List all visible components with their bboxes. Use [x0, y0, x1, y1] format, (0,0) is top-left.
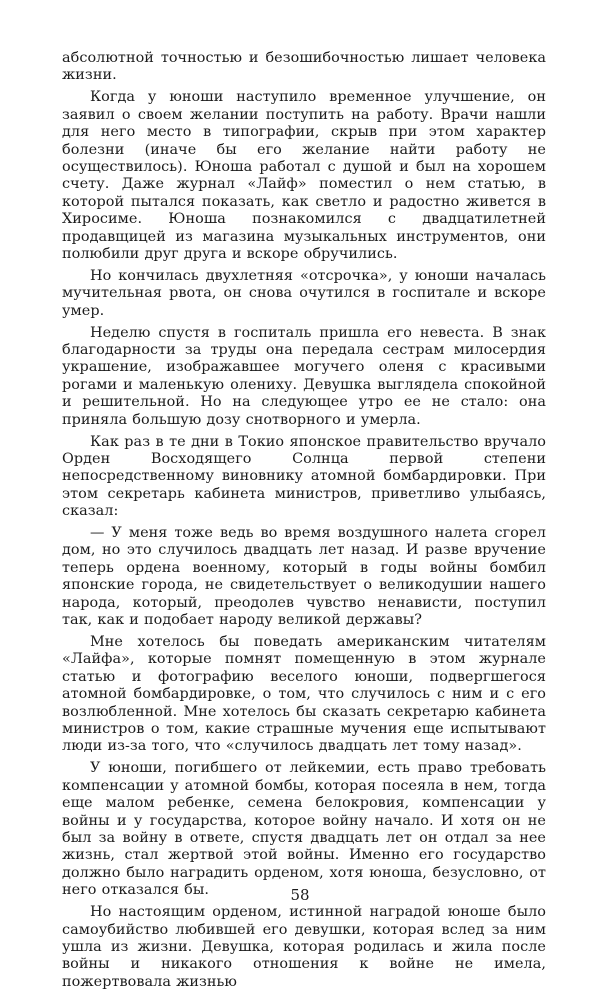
paragraph-8: У юноши, погибшего от лейкемии, есть право требовать компенсации у атомной бомбы, которая посеяла в нем, тогда еще малом ребенке, семена белокровия, компенсации у войны и у государства, которое войну начало. И хотя он не был за войну в ответе, спустя двадцать лет он отдал за нее жизнь, стал жертвой этой войны. Именно его государство должно было наградить орденом, хотя юноша, безусловно, от него отказался бы.: [62, 760, 546, 899]
paragraph-5: Как раз в те дни в Токио японское правительство вручало Орден Восходящего Солнца первой степени непосредственному виновнику атомной бомбардировки. При этом секретарь кабинета министров, приветливо улыбаясь, сказал:: [62, 433, 546, 520]
paragraph-6: — У меня тоже ведь во время воздушного налета сгорел дом, но это случилось двадцать лет назад. И разве вручение теперь ордена военному, который в годы войны бомбил японские города, не свидетельствует о великодушии нашего народа, который, преодолев чувство ненависти, поступил так, как и подобает народу великой державы?: [62, 525, 546, 629]
paragraph-7: Мне хотелось бы поведать американским читателям «Лайфа», которые помнят помещенную в этом журнале статью и фотографию веселого юноши, подвергшегося атомной бомбардировке, о том, что случилось с ним и с его возлюбленной. Мне хотелось бы сказать секретарю кабинета министров о том, какие страшные мучения еще испытывают люди из-за того, что «случилось двадцать лет тому назад».: [62, 634, 546, 755]
paragraph-3: Но кончилась двухлетняя «отсрочка», у юноши началась мучительная рвота, он снова очутился в госпитале и вскоре умер.: [62, 267, 546, 319]
paragraph-9: Но настоящим орденом, истинной наградой юноше было самоубийство любившей его девушки, которая вслед за ним ушла из жизни. Девушка, которая родилась и жила после войны и никакого отношения к войне не имела, пожертвовала жизнью: [62, 904, 546, 990]
page-body: [62, 50, 546, 996]
paragraph-4: Неделю спустя в госпиталь пришла его невеста. В знак благодарности за труды она передала сестрам милосердия украшение, изображавшее могучего оленя с красивыми рогами и маленькую олениху. Девушка выглядела спокойной и решительной. Но на следующее утро ее не стало: она приняла большую дозу снотворного и умерла.: [62, 324, 546, 428]
paragraph-1: абсолютной точностью и безошибочностью лишает человека жизни.: [62, 50, 546, 84]
page-number: 58: [290, 886, 310, 904]
paragraph-2: Когда у юноши наступило временное улучшение, он заявил о своем желании поступить на работу. Врачи нашли для него место в типографии, скрыв при этом характер болезни (иначе бы его желание найти работу не осуществилось). Юноша работал с душой и был на хорошем счету. Даже журнал «Лайф» поместил о нем статью, в которой пытался показать, как светло и радостно живется в Хиросиме. Юноша познакомился с двадцатилетней продавщицей из магазина музыкальных инструментов, они полюбили друг друга и вскоре обручились.: [62, 89, 546, 262]
